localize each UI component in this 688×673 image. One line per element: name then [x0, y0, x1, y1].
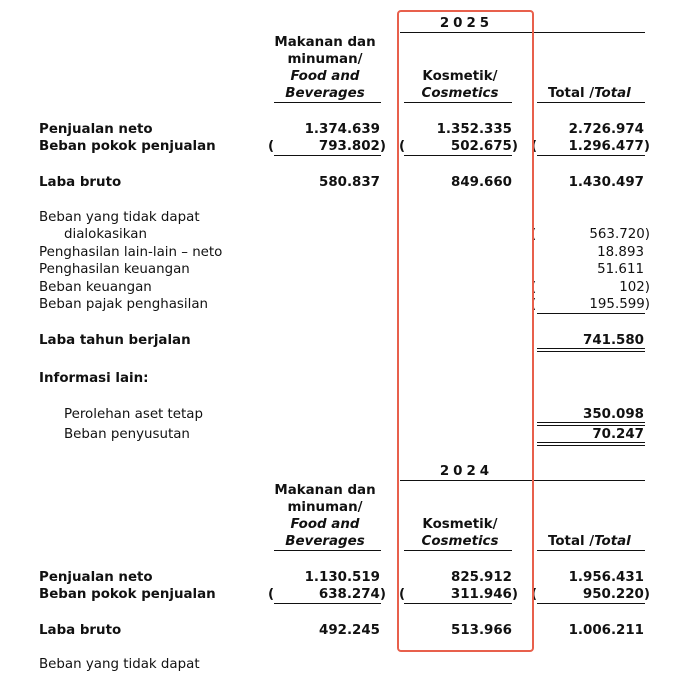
cosmetics-column-highlight — [397, 10, 537, 652]
cell-total-laba-tahun: 741.580 — [583, 333, 644, 348]
header-total-rule — [537, 102, 645, 103]
header-cosmetic-line1-2024: Kosmetik/ — [422, 517, 498, 532]
rule-total-beban-pokok-2024 — [537, 603, 645, 604]
row-label-laba-bruto-2024: Laba bruto — [39, 623, 122, 638]
header-food-line1: Makanan dan — [274, 35, 376, 50]
header-food-line3-2024: Food and — [290, 517, 360, 532]
cell-total-penjualan-neto-2024: 1.956.431 — [568, 570, 644, 585]
row-label-penghasilan-lain: Penghasilan lain-lain – neto — [39, 245, 223, 260]
row-label-informasi-lain: Informasi lain: — [39, 371, 149, 386]
cell-food-laba-bruto-2024: 492.245 — [319, 623, 380, 638]
paren-total-beban-pajak: ( — [531, 297, 537, 312]
cell-total-beban-pokok: 1.296.477) — [568, 139, 650, 154]
row-label-beban-tidak-2024-partial: Beban yang tidak dapat — [39, 657, 200, 672]
cell-total-penghasilan-lain: 18.893 — [597, 245, 644, 260]
cell-food-laba-bruto: 580.837 — [319, 175, 380, 190]
row-label-beban-pajak: Beban pajak penghasilan — [39, 297, 209, 312]
row-label-beban-keuangan: Beban keuangan — [39, 280, 152, 295]
header-food-rule-2024 — [274, 550, 381, 551]
cell-food-beban-pokok: 793.802) — [318, 139, 386, 154]
cell-cosmetic-laba-bruto: 849.660 — [451, 175, 512, 190]
header-food-rule — [274, 102, 381, 103]
header-total: Total /Total — [548, 86, 631, 101]
row-label-laba-bruto: Laba bruto — [39, 175, 122, 190]
row-label-beban-tidak-2: dialokasikan — [64, 227, 147, 242]
cell-food-penjualan-neto: 1.374.639 — [304, 122, 380, 137]
rule-total-beban-pokok — [537, 155, 645, 156]
cell-total-penghasilan-keuangan: 51.611 — [597, 262, 644, 277]
cell-total-beban-pokok-2024: 950.220) — [582, 587, 650, 602]
paren-cosmetic-beban-pokok: ( — [399, 139, 406, 154]
rule-food-beban-pokok — [274, 155, 381, 156]
header-food-line1-2024: Makanan dan — [274, 483, 376, 498]
header-total-rule-2024 — [537, 550, 645, 551]
row-label-penjualan-neto-2024: Penjualan neto — [39, 570, 153, 585]
cell-total-laba-bruto: 1.430.497 — [568, 175, 644, 190]
cell-food-beban-pokok-2024: 638.274) — [318, 587, 386, 602]
header-food-line4-2024: Beverages — [285, 534, 365, 549]
header-food-line4: Beverages — [285, 86, 365, 101]
cell-total-beban-pajak: 195.599) — [589, 297, 650, 312]
paren-cosmetic-beban-pokok-2024: ( — [399, 587, 406, 602]
row-label-beban-tidak-1: Beban yang tidak dapat — [39, 210, 200, 225]
row-label-perolehan-aset: Perolehan aset tetap — [64, 407, 204, 422]
cell-food-penjualan-neto-2024: 1.130.519 — [304, 570, 380, 585]
cell-total-beban-penyusutan: 70.247 — [592, 427, 644, 442]
cell-cosmetic-laba-bruto-2024: 513.966 — [451, 623, 512, 638]
paren-food-beban-pokok: ( — [268, 139, 275, 154]
row-label-penghasilan-keuangan: Penghasilan keuangan — [39, 262, 190, 277]
paren-total-beban-tidak: ( — [531, 227, 537, 242]
year-header-2024: 2024 — [439, 464, 494, 479]
header-food-line2-2024: minuman/ — [287, 500, 363, 515]
paren-food-beban-pokok-2024: ( — [268, 587, 275, 602]
year-header-2025: 2025 — [439, 16, 494, 31]
cell-total-laba-bruto-2024: 1.006.211 — [568, 623, 644, 638]
row-label-penjualan-neto: Penjualan neto — [39, 122, 153, 137]
double-rule-beban-penyusutan — [537, 442, 645, 446]
rule-total-beban-pajak — [537, 313, 645, 314]
rule-food-beban-pokok-2024 — [274, 603, 381, 604]
double-rule-laba-tahun — [537, 348, 645, 352]
header-cosmetic-line2-2024: Cosmetics — [421, 534, 499, 549]
header-food-line2: minuman/ — [287, 52, 363, 67]
header-total-2024: Total /Total — [548, 534, 631, 549]
paren-total-beban-keuangan: ( — [531, 280, 537, 295]
cell-cosmetic-penjualan-neto-2024: 825.912 — [451, 570, 512, 585]
row-label-beban-pokok-2024: Beban pokok penjualan — [39, 587, 216, 602]
cell-total-beban-keuangan: 102) — [619, 280, 650, 295]
header-cosmetic-line2: Cosmetics — [421, 86, 499, 101]
cell-cosmetic-beban-pokok: 502.675) — [450, 139, 518, 154]
cell-cosmetic-beban-pokok-2024: 311.946) — [450, 587, 518, 602]
cell-total-penjualan-neto: 2.726.974 — [568, 122, 644, 137]
row-label-beban-penyusutan: Beban penyusutan — [64, 427, 190, 442]
row-label-beban-pokok: Beban pokok penjualan — [39, 139, 216, 154]
header-cosmetic-line1: Kosmetik/ — [422, 69, 498, 84]
cell-cosmetic-penjualan-neto: 1.352.335 — [436, 122, 512, 137]
row-label-laba-tahun: Laba tahun berjalan — [39, 333, 191, 348]
header-food-line3: Food and — [290, 69, 360, 84]
paren-total-beban-pokok-2024: ( — [531, 587, 538, 602]
cell-total-beban-tidak: 563.720) — [589, 227, 650, 242]
cell-total-perolehan-aset: 350.098 — [583, 407, 644, 422]
paren-total-beban-pokok: ( — [531, 139, 538, 154]
